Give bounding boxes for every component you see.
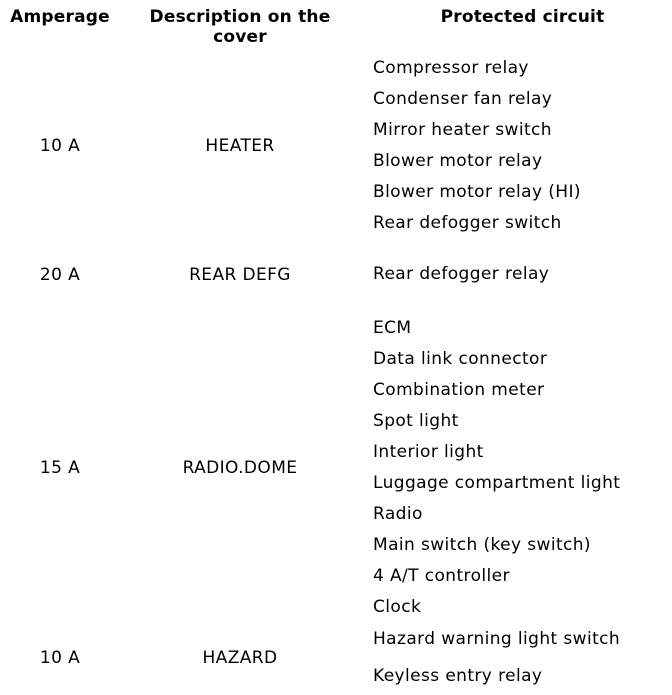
circuit-item: Data link connector xyxy=(373,349,548,369)
amperage-value: 20 A xyxy=(39,264,81,285)
header-description-on-cover: Description on the cover xyxy=(149,7,331,47)
header-protected-circuit: Protected circuit xyxy=(440,7,605,27)
circuit-item: Blower motor relay xyxy=(373,151,543,171)
circuit-item: Condenser fan relay xyxy=(373,89,553,109)
circuit-item: Spot light xyxy=(373,411,459,431)
fuse-row-hazard xyxy=(0,621,672,695)
fuse-row-rear-defg xyxy=(0,259,672,290)
circuit-item: Interior light xyxy=(373,442,484,462)
circuit-item: Keyless entry relay xyxy=(373,666,543,686)
circuit-item: Blower motor relay (HI) xyxy=(373,182,581,202)
circuit-item: Rear defogger switch xyxy=(373,213,562,233)
fuse-row-radio-dome xyxy=(0,313,672,623)
cover-description: HEATER xyxy=(205,136,275,156)
circuit-item: Main switch (key switch) xyxy=(373,535,591,555)
amperage-value: 15 A xyxy=(39,458,81,478)
circuit-item: Combination meter xyxy=(373,380,545,400)
fuse-row-heater xyxy=(0,53,672,239)
protected-circuit-list xyxy=(360,621,672,695)
circuit-item: Mirror heater switch xyxy=(373,120,552,140)
amperage-value: 10 A xyxy=(39,136,81,156)
circuit-item: Rear defogger relay xyxy=(373,264,550,284)
table-header-row xyxy=(0,7,672,47)
cover-description: REAR DEFG xyxy=(189,264,291,285)
protected-circuit-list xyxy=(360,53,672,239)
circuit-item: Compressor relay xyxy=(373,58,529,78)
circuit-item: Radio xyxy=(373,504,423,524)
cover-description: HAZARD xyxy=(202,648,278,668)
protected-circuit-list xyxy=(360,259,672,290)
cover-description: RADIO.DOME xyxy=(182,458,298,478)
protected-circuit-list xyxy=(360,313,672,623)
circuit-item: Hazard warning light switch xyxy=(373,629,621,649)
circuit-item: Luggage compartment light xyxy=(373,473,621,493)
circuit-item: ECM xyxy=(373,318,412,338)
amperage-value: 10 A xyxy=(39,648,81,668)
header-amperage: Amperage xyxy=(10,7,110,27)
circuit-item: Clock xyxy=(373,597,422,617)
circuit-item: 4 A/T controller xyxy=(373,566,510,586)
